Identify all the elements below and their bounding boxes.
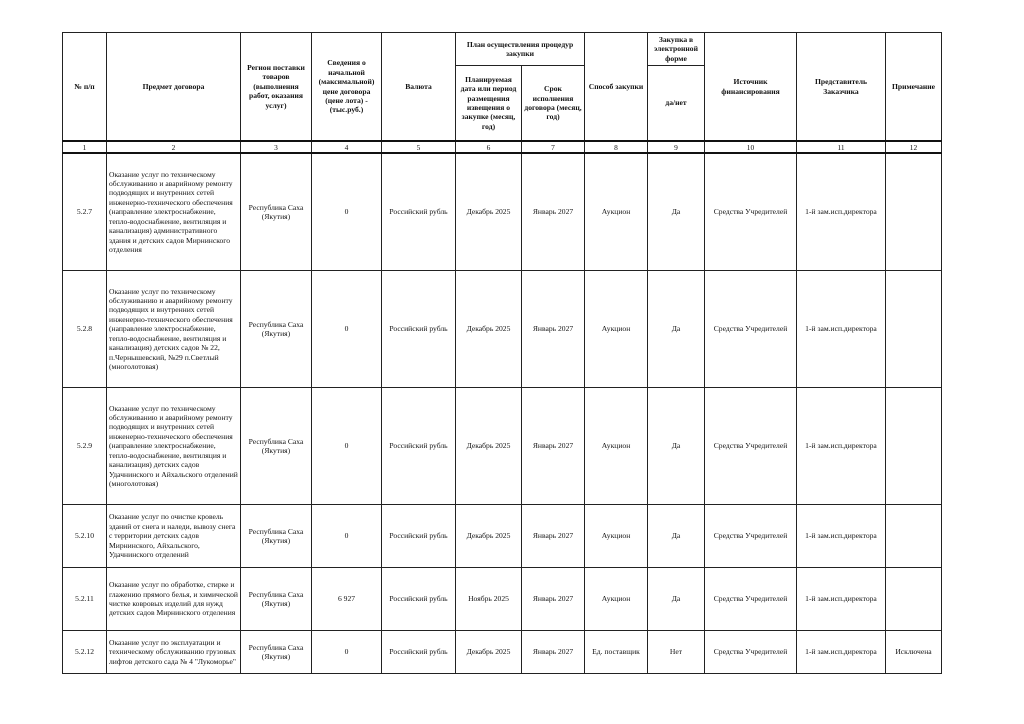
table-row bbox=[63, 153, 942, 271]
row-method: Аукцион bbox=[585, 568, 648, 631]
row-subject: Оказание услуг по очистке кровель зданий от снега и наледи, вывозу снега с территории детских садов Мирнинского, Айхальского, Удачнинского отделений bbox=[107, 505, 241, 568]
row-region: Республика Саха (Якутия) bbox=[241, 271, 312, 388]
row-num: 5.2.9 bbox=[63, 388, 107, 505]
row-plan-date: Декабрь 2025 bbox=[456, 153, 522, 271]
row-plan-date: Декабрь 2025 bbox=[456, 388, 522, 505]
row-representative: 1-й зам.исп.директора bbox=[797, 568, 886, 631]
row-electronic: Да bbox=[648, 153, 705, 271]
row-region: Республика Саха (Якутия) bbox=[241, 388, 312, 505]
header-funding: Источник финансирования bbox=[705, 33, 797, 142]
column-number: 6 bbox=[456, 141, 522, 153]
row-method: Аукцион bbox=[585, 388, 648, 505]
row-funding: Средства Учредителей bbox=[705, 388, 797, 505]
row-term: Январь 2027 bbox=[522, 505, 585, 568]
row-funding: Средства Учредителей bbox=[705, 271, 797, 388]
header-plan-date: Планируемая дата или период размещения извещения о закупке (месяц, год) bbox=[456, 66, 522, 142]
column-number: 1 bbox=[63, 141, 107, 153]
row-currency: Российский рубль bbox=[382, 505, 456, 568]
row-funding: Средства Учредителей bbox=[705, 505, 797, 568]
header-method: Способ закупки bbox=[585, 33, 648, 142]
column-number: 8 bbox=[585, 141, 648, 153]
row-num: 5.2.8 bbox=[63, 271, 107, 388]
row-price: 0 bbox=[312, 271, 382, 388]
column-number-row bbox=[63, 141, 942, 153]
row-representative: 1-й зам.исп.директора bbox=[797, 271, 886, 388]
row-plan-date: Декабрь 2025 bbox=[456, 271, 522, 388]
row-term: Январь 2027 bbox=[522, 568, 585, 631]
column-number: 5 bbox=[382, 141, 456, 153]
row-region: Республика Саха (Якутия) bbox=[241, 568, 312, 631]
header-region: Регион поставки товаров (выполнения работ, оказания услуг) bbox=[241, 33, 312, 142]
row-region: Республика Саха (Якутия) bbox=[241, 153, 312, 271]
row-term: Январь 2027 bbox=[522, 271, 585, 388]
row-note bbox=[886, 153, 942, 271]
row-num: 5.2.7 bbox=[63, 153, 107, 271]
row-note: Исключена bbox=[886, 631, 942, 674]
row-subject: Оказание услуг по техническому обслуживанию и аварийному ремонту подводящих и внутренних сетей инженерно-технического обеспечения (направление электроснабжение, тепло-водоснабжение, вентиляция и канализация) административного здания и детских садов Мирнинского отделения bbox=[107, 153, 241, 271]
row-note bbox=[886, 388, 942, 505]
row-region: Республика Саха (Якутия) bbox=[241, 631, 312, 674]
row-subject: Оказание услуг по техническому обслуживанию и аварийному ремонту подводящих и внутренних сетей инженерно-технического обеспечения (направление электроснабжение, тепло-водоснабжение, вентиляция и канализация) детских садов Удачнинского и Айхальского отделений (многолотовая) bbox=[107, 388, 241, 505]
header-term: Срок исполнения договора (месяц, год) bbox=[522, 66, 585, 142]
row-currency: Российский рубль bbox=[382, 631, 456, 674]
table-row bbox=[63, 631, 942, 674]
row-electronic: Да bbox=[648, 568, 705, 631]
column-number: 2 bbox=[107, 141, 241, 153]
row-electronic: Да bbox=[648, 271, 705, 388]
column-number: 11 bbox=[797, 141, 886, 153]
row-region: Республика Саха (Якутия) bbox=[241, 505, 312, 568]
row-electronic: Да bbox=[648, 505, 705, 568]
row-term: Январь 2027 bbox=[522, 153, 585, 271]
row-price: 0 bbox=[312, 153, 382, 271]
row-num: 5.2.12 bbox=[63, 631, 107, 674]
row-price: 0 bbox=[312, 505, 382, 568]
row-subject: Оказание услуг по обработке, стирке и глажению прямого белья, и химической чистке ковровых изделий для нужд детских садов Мирнинского отделения bbox=[107, 568, 241, 631]
column-number: 3 bbox=[241, 141, 312, 153]
row-currency: Российский рубль bbox=[382, 568, 456, 631]
column-number: 7 bbox=[522, 141, 585, 153]
header-subject: Предмет договора bbox=[107, 33, 241, 142]
row-plan-date: Декабрь 2025 bbox=[456, 631, 522, 674]
row-method: Аукцион bbox=[585, 505, 648, 568]
row-representative: 1-й зам.исп.директора bbox=[797, 388, 886, 505]
row-num: 5.2.10 bbox=[63, 505, 107, 568]
row-term: Январь 2027 bbox=[522, 388, 585, 505]
column-number: 12 bbox=[886, 141, 942, 153]
row-subject: Оказание услуг по эксплуатации и техническому обслуживанию грузовых лифтов детского сада № 4 "Лукоморье" bbox=[107, 631, 241, 674]
header-representative: Представитель Заказчика bbox=[797, 33, 886, 142]
row-representative: 1-й зам.исп.директора bbox=[797, 505, 886, 568]
table-row bbox=[63, 568, 942, 631]
row-note bbox=[886, 505, 942, 568]
column-number: 4 bbox=[312, 141, 382, 153]
header-currency: Валюта bbox=[382, 33, 456, 142]
table-row bbox=[63, 388, 942, 505]
procurement-plan-sheet bbox=[62, 32, 941, 674]
row-funding: Средства Учредителей bbox=[705, 568, 797, 631]
header-note: Примечание bbox=[886, 33, 942, 142]
row-note bbox=[886, 271, 942, 388]
row-method: Ед. поставщик bbox=[585, 631, 648, 674]
row-plan-date: Ноябрь 2025 bbox=[456, 568, 522, 631]
row-electronic: Да bbox=[648, 388, 705, 505]
row-electronic: Нет bbox=[648, 631, 705, 674]
row-subject: Оказание услуг по техническому обслуживанию и аварийному ремонту подводящих и внутренних сетей инженерно-технического обеспечения (направление электроснабжение, тепло-водоснабжение, вентиляция и канализация) детских садов № 22, п.Чернышевский, №29 п.Светлый (многолотовая) bbox=[107, 271, 241, 388]
header-num: № п/п bbox=[63, 33, 107, 142]
procurement-table bbox=[62, 32, 942, 674]
table-row bbox=[63, 505, 942, 568]
header-electronic-yn: да/нет bbox=[648, 66, 705, 142]
row-currency: Российский рубль bbox=[382, 388, 456, 505]
header-plan-group: План осуществления процедур закупки bbox=[456, 33, 585, 66]
column-number: 10 bbox=[705, 141, 797, 153]
row-representative: 1-й зам.исп.директора bbox=[797, 631, 886, 674]
row-term: Январь 2027 bbox=[522, 631, 585, 674]
row-currency: Российский рубль bbox=[382, 271, 456, 388]
row-price: 0 bbox=[312, 631, 382, 674]
row-method: Аукцион bbox=[585, 153, 648, 271]
row-note bbox=[886, 568, 942, 631]
header-electronic-group: Закупка в электронной форме bbox=[648, 33, 705, 66]
row-num: 5.2.11 bbox=[63, 568, 107, 631]
row-funding: Средства Учредителей bbox=[705, 153, 797, 271]
row-plan-date: Декабрь 2025 bbox=[456, 505, 522, 568]
row-price: 6 927 bbox=[312, 568, 382, 631]
table-row bbox=[63, 271, 942, 388]
row-funding: Средства Учредителей bbox=[705, 631, 797, 674]
row-price: 0 bbox=[312, 388, 382, 505]
header-price: Сведения о начальной (максимальной) цене договора (цене лота) - (тыс.руб.) bbox=[312, 33, 382, 142]
row-currency: Российский рубль bbox=[382, 153, 456, 271]
row-method: Аукцион bbox=[585, 271, 648, 388]
column-number: 9 bbox=[648, 141, 705, 153]
row-representative: 1-й зам.исп.директора bbox=[797, 153, 886, 271]
